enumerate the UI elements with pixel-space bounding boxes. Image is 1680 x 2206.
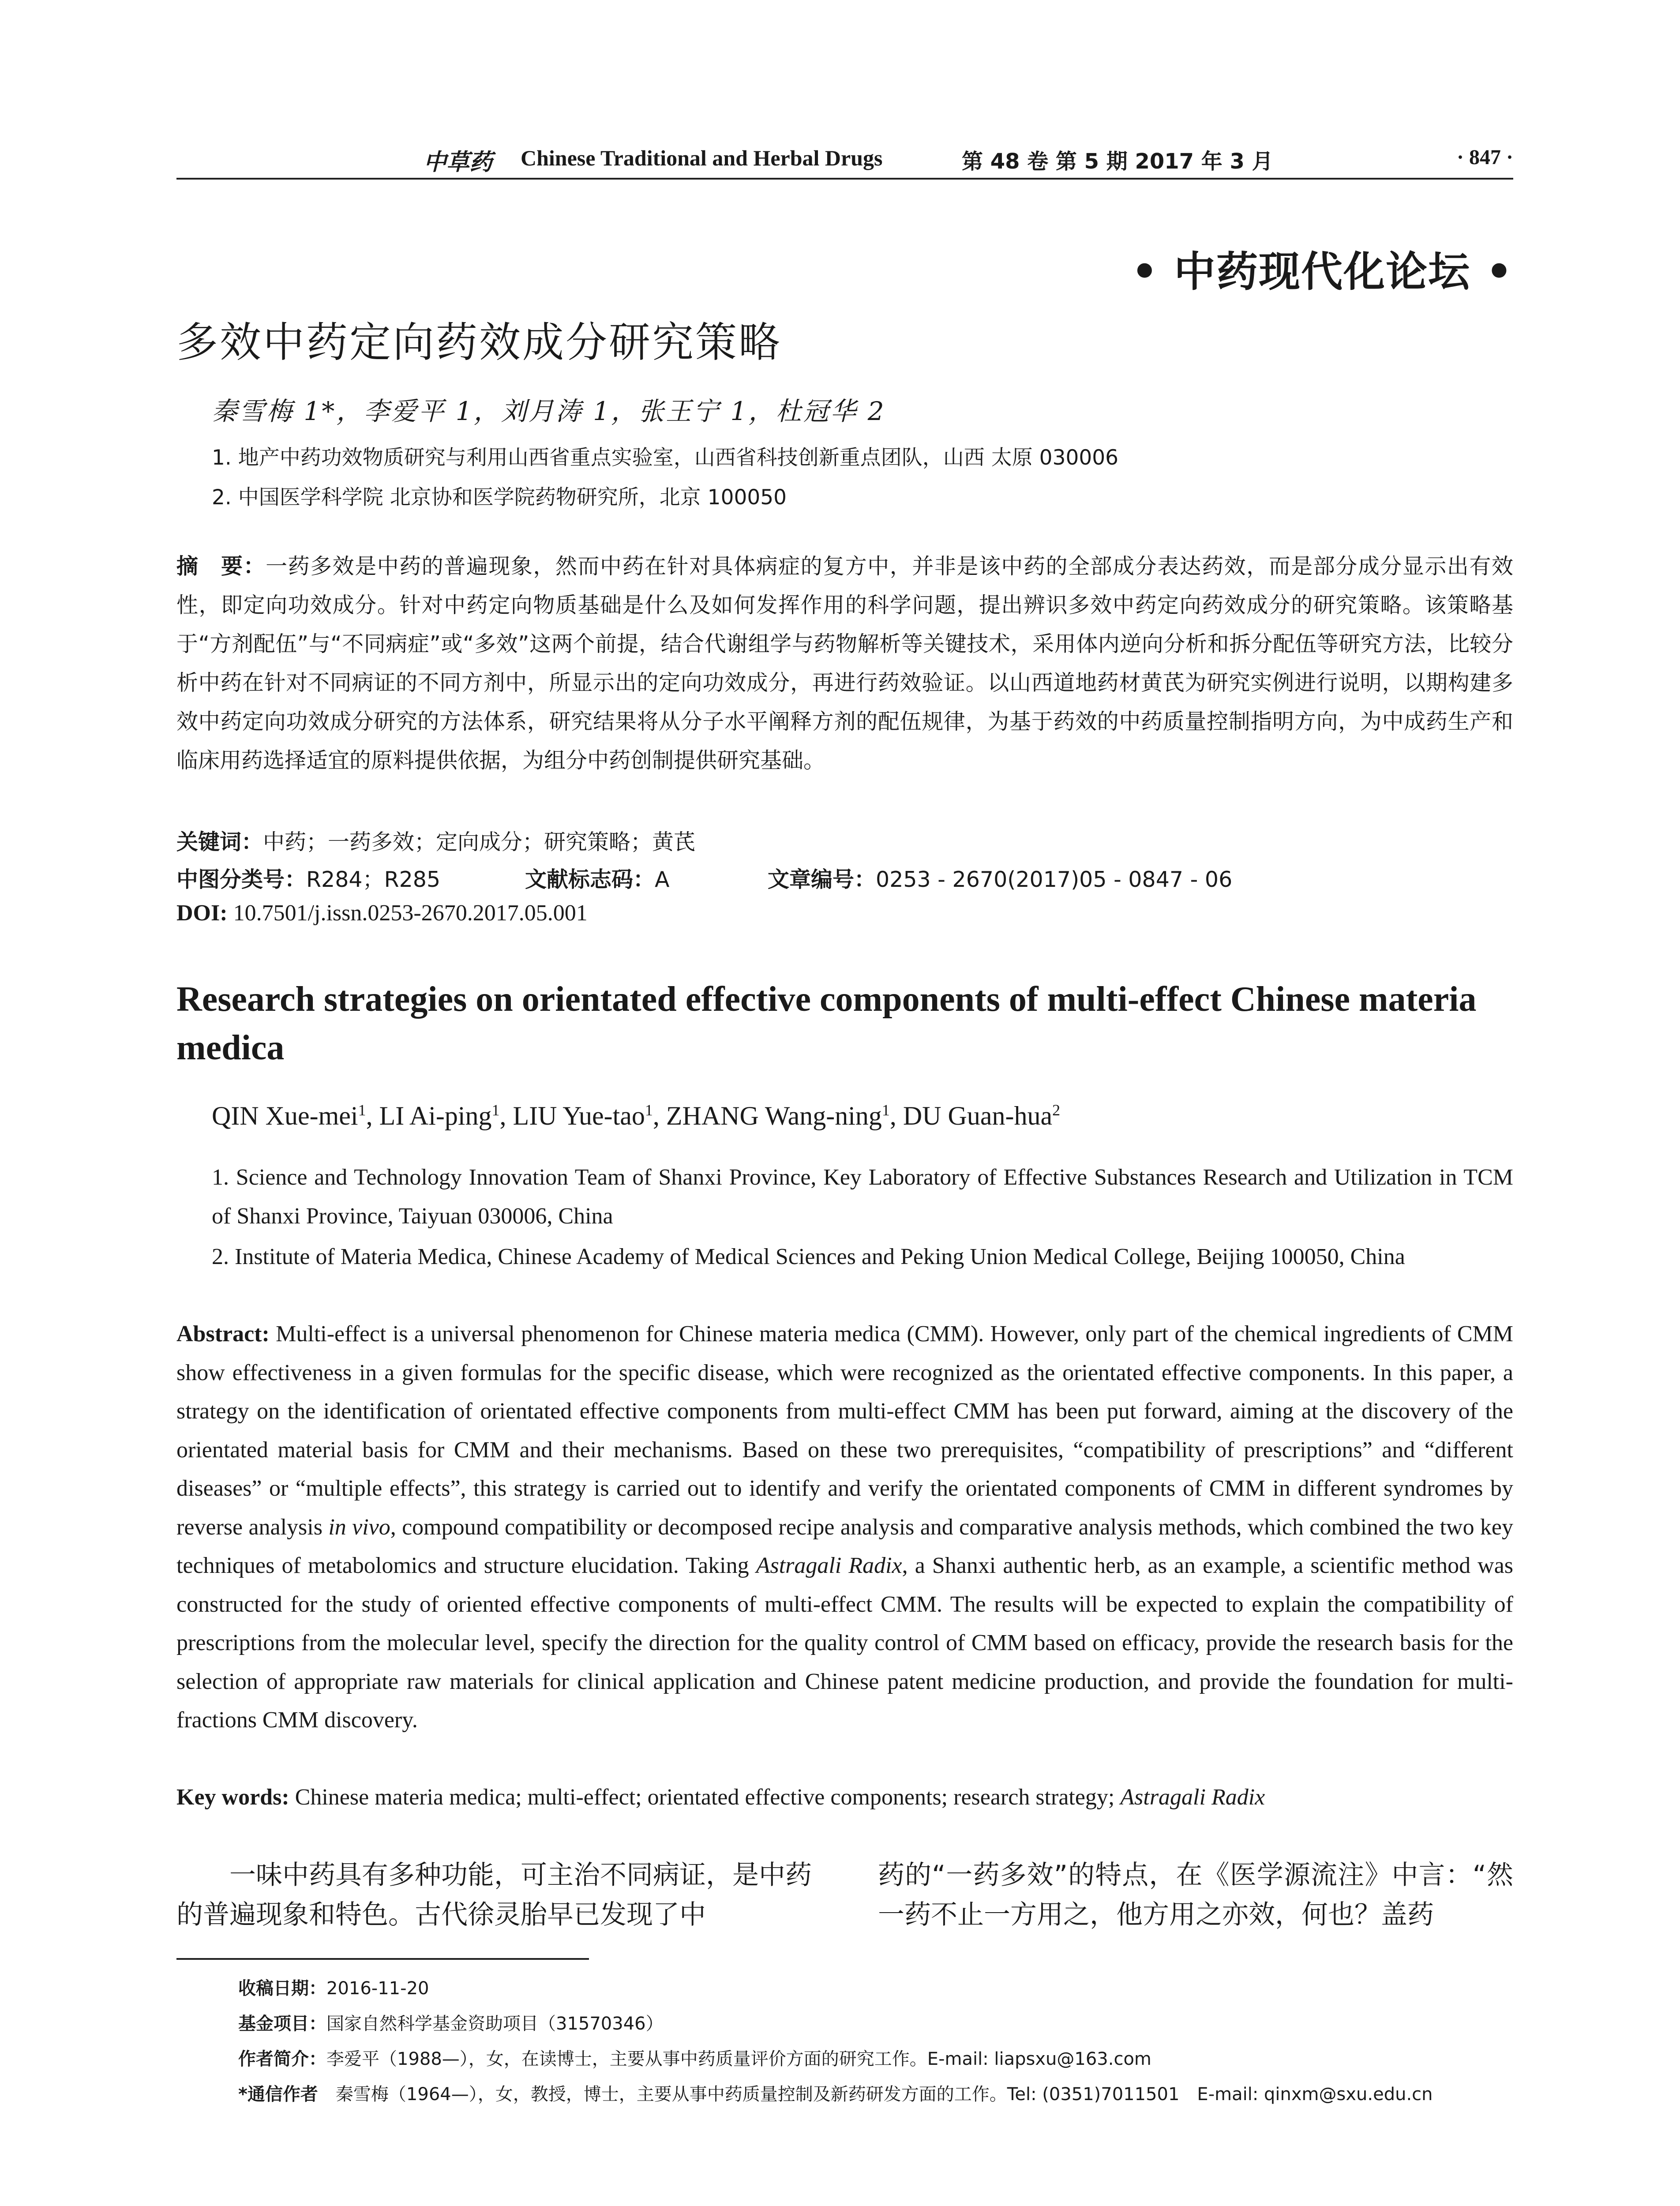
chinese-affiliation-1: 1. 地产中药功效物质研究与利用山西省重点实验室，山西省科技创新重点团队，山西 太原 030006 (212, 446, 1119, 470)
abstract-italic-1: in vivo (328, 1514, 390, 1540)
footnote-funding (238, 2010, 664, 2035)
body-column-left: 一味中药具有多种功能，可主治不同病证，是中药的普遍现象和特色。古代徐灵胎早已发现了中 (176, 1860, 812, 1930)
english-abstract (176, 1315, 1513, 1740)
issue-info: 第 48 卷 第 5 期 2017 年 3 月 (962, 149, 1273, 174)
footnote-label: 基金项目： (238, 2014, 326, 2034)
doc-code-group (525, 863, 768, 893)
english-authors: QIN Xue-mei$^1$, LI Ai-ping$^1$, LIU Yue-tao$^1$, ZHANG Wang-ning$^1$, DU Guan-hua$^2$ (212, 1101, 1061, 1130)
english-affiliation-2: 2. Institute of Materia Medica, Chinese Academy of Medical Sciences and Peking Union Medical College, Beijing 100050, China (212, 1244, 1405, 1269)
keywords-label: 关键词： (176, 829, 263, 855)
journal-logo: 中草药 (424, 149, 493, 176)
abstract-text-1: Multi-effect is a universal phenomenon for Chinese materia medica (CMM). However, only part of the chemical ingredients of CMM show effectiveness in a given formulas for the specific disease, which were recognized as the orientated effective components. In this paper, a strategy on the identification of orientated effective components from multi-effect CMM has been put forward, aiming at the discovery of the orientated material basis for CMM and their mechanisms. Based on these two prerequisites, “compatibility of prescriptions” and “different diseases” or “multiple effects”, this strategy is carried out to identify and verify the orientated components of CMM in different syndromes by reverse analysis (176, 1321, 1514, 1540)
clc-group (176, 863, 525, 893)
doi-value: 10.7501/j.issn.0253-2670.2017.05.001 (233, 900, 588, 926)
footnote-corresponding (238, 2080, 1433, 2105)
footnote-text: 李爱平（1988—），女，在读博士，主要从事中药质量评价方面的研究工作。E-mail: liapsxu@163.com (326, 2049, 1151, 2069)
doi-label: DOI: (176, 900, 228, 926)
keywords-text: Chinese materia medica; multi-effect; orientated effective components; research strategy; (295, 1785, 1115, 1810)
classification-line (176, 863, 1513, 893)
author-sup: 1 (491, 1101, 500, 1119)
running-header (176, 143, 1513, 179)
chinese-authors: 秦雪梅 1*，李爱平 1，刘月涛 1，张王宁 1，杜冠华 2 (212, 396, 886, 426)
page-number: · 847 · (1456, 146, 1513, 169)
footnote-author-bio (238, 2045, 1151, 2070)
journal-title: Chinese Traditional and Herbal Drugs (521, 146, 883, 170)
abstract-label: Abstract: (176, 1321, 270, 1347)
doi-line (176, 900, 588, 926)
author-name: DU Guan-hua (903, 1101, 1053, 1130)
footnote-text: 2016-11-20 (326, 1978, 429, 1999)
english-title: Research strategies on orientated effective components of multi-effect Chinese materia medica (176, 980, 1477, 1067)
doc-code-value: A (655, 867, 670, 892)
footnote-label: 作者简介： (238, 2049, 326, 2069)
footnote-text: 国家自然科学基金资助项目（31570346） (326, 2014, 664, 2034)
abstract-italic-2: Astragali Radix (756, 1553, 902, 1578)
footnote-text: 秦雪梅（1964—），女，教授，博士，主要从事中药质量控制及新药研发方面的工作。Tel: (0351)7011501 E-mail: qinxm@sxu.edu.cn (335, 2084, 1433, 2105)
chinese-title: 多效中药定向药效成分研究策略 (176, 319, 782, 367)
footnote-label: 收稿日期： (238, 1978, 326, 1999)
article-no-label: 文章编号： (768, 867, 876, 892)
keywords-italic: Astragali Radix (1120, 1785, 1265, 1810)
footnote-label: *通信作者 (238, 2084, 318, 2105)
footnote-received (238, 1974, 429, 2000)
author-sup: 1 (358, 1101, 366, 1119)
section-label: • 中药现代化论坛 • (1131, 248, 1513, 296)
header-rule (176, 178, 1513, 180)
author-sup: 2 (1052, 1101, 1061, 1119)
chinese-keywords (176, 825, 695, 856)
author-sup: 1 (645, 1101, 653, 1119)
author-name: LI Ai-ping (379, 1101, 492, 1130)
chinese-abstract (176, 547, 1513, 780)
author-name: LIU Yue-tao (513, 1101, 645, 1130)
abstract-text: 一药多效是中药的普遍现象，然而中药在针对具体病症的复方中，并非是该中药的全部成分表达药效，而是部分成分显示出有效性，即定向功效成分。针对中药定向物质基础是什么及如何发挥作用的科学问题，提出辨识多效中药定向药效成分的研究策略。该策略基于“方剂配伍”与“不同病症”或“多效”这两个前提，结合代谢组学与药物解析等关键技术，采用体内逆向分析和拆分配伍等研究方法，比较分析中药在针对不同病证的不同方剂中，所显示出的定向功效成分，再进行药效验证。以山西道地药材黄芪为研究实例进行说明，以期构建多效中药定向功效成分研究的方法体系，研究结果将从分子水平阐释方剂的配伍规律，为基于药效的中药质量控制指明方向，为中成药生产和临床用药选择适宜的原料提供依据，为组分中药创制提供研究基础。 (176, 554, 1513, 773)
body-column-right: 药的“一药多效”的特点，在《医学源流注》中言：“然一药不止一方用之，他方用之亦效，何也？盖药 (878, 1860, 1513, 1930)
abstract-text-2: , compound compatibility or decomposed recipe analysis and comparative analysis methods, which combined the two key techniques of metabolomics and structure elucidation. Taking (176, 1514, 1513, 1578)
english-affiliation-1: 1. Science and Technology Innovation Team of Shanxi Province, Key Laboratory of Effective Substances Research and Utilization in TCM of Shanxi Province, Taiyuan 030006, China (212, 1165, 1513, 1229)
author-name: ZHANG Wang-ning (666, 1101, 882, 1130)
author-sup: 1 (881, 1101, 890, 1119)
keywords-label: Key words: (176, 1785, 289, 1810)
abstract-label: 摘 要： (176, 554, 266, 579)
chinese-affiliation-2: 2. 中国医学科学院 北京协和医学院药物研究所，北京 100050 (212, 485, 787, 510)
clc-value: R284；R285 (306, 867, 441, 892)
article-no-value: 0253 - 2670(2017)05 - 0847 - 06 (876, 867, 1233, 892)
abstract-text-3: , a Shanxi authentic herb, as an example, a scientific method was constructed for the study of oriented effective components of multi-effect CMM. The results will be expected to explain the compatibility of prescriptions from the molecular level, specify the direction for the quality control of CMM based on efficacy, provide the research basis for the selection of appropriate raw materials for clinical application and Chinese patent medicine production, and provide the foundation for multi-fractions CMM discovery. (176, 1553, 1514, 1733)
keywords-text: 中药；一药多效；定向成分；研究策略；黄芪 (263, 829, 696, 855)
article-no-group (768, 863, 1232, 893)
english-keywords (176, 1778, 1513, 1817)
footnote-rule (176, 1958, 589, 1960)
clc-label: 中图分类号： (176, 867, 307, 892)
doc-code-label: 文献标志码： (525, 867, 655, 892)
author-name: QIN Xue-mei (212, 1101, 358, 1130)
